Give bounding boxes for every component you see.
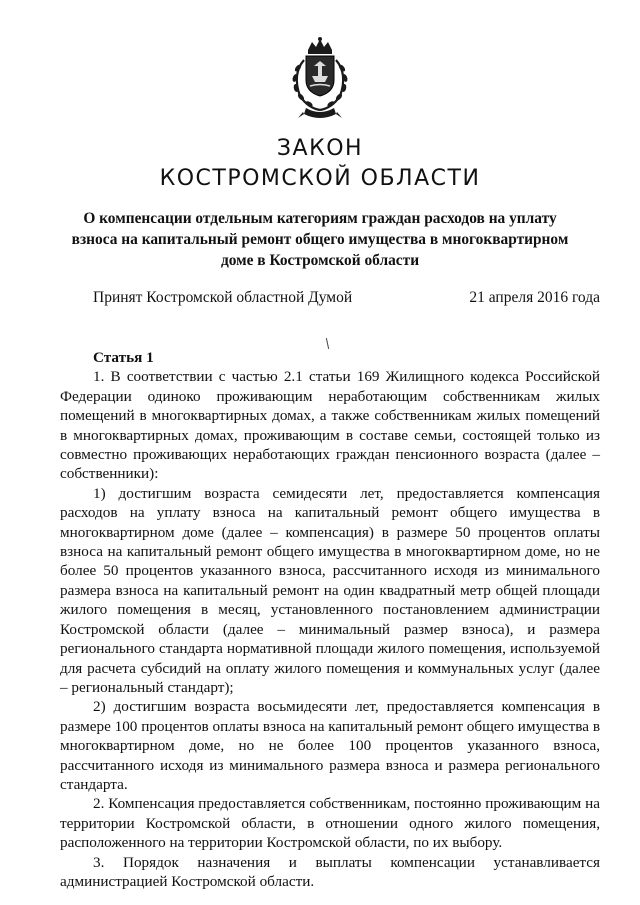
- paragraph-1-item-1: 1) достигшим возраста семидесяти лет, предоставляется компенсация расходов на уплату взноса на капитальный ремонт общего имущества в многоквартирном доме (далее – компенсация) в размере 50 процентов оплаты взноса на капитальный ремонт общего имущества в многоквартирном доме, но не более 50 процентов указанного взноса, рассчитанного исходя из минимального размера взноса на капитальный ремонт на один квадратный метр общей площади жилого помещения в месяц, установленного постановлением администрации Костромской области (далее – минимальный размер взноса), и размера регионального стандарта нормативной площади жилого помещения, используемой для расчета субсидий на оплату жилого помещения и коммунальных услуг (далее – региональный стандарт);: [60, 484, 600, 696]
- adopted-date-text: 21 апреля 2016 года: [469, 289, 600, 306]
- paragraph-2: 2. Компенсация предоставляется собственникам, постоянно проживающим на территории Костромской области, в отношении одного жилого помещения, расположенного на территории Костромской области, по их выбору.: [60, 795, 600, 852]
- article-heading: Статья 1: [93, 349, 154, 366]
- law-subject-heading: О компенсации отдельным категориям граждан расходов на уплату взноса на капитальный ремонт общего имущества в многоквартирном доме в Костромской области: [71, 210, 569, 269]
- law-region-title: КОСТРОМСКОЙ ОБЛАСТИ: [159, 166, 481, 191]
- paragraph-3: 3. Порядок назначения и выплаты компенсации устанавливается администрацией Костромской области.: [60, 853, 600, 890]
- document-body: [60, 348, 600, 891]
- law-title: ЗАКОН: [276, 136, 364, 161]
- adopted-by-text: Принят Костромской областной Думой: [93, 289, 353, 306]
- coat-of-arms-emblem: [270, 36, 370, 122]
- paragraph-1-item-2: 2) достигшим возраста восьмидесяти лет, предоставляется компенсация в размере 100 процентов оплаты взноса на капитальный ремонт общего имущества в многоквартирном доме, но не более 100 процентов указанного взноса, рассчитанного исходя из минимального размера взноса и размера регионального стандарта.: [60, 698, 600, 793]
- paragraph-1: 1. В соответствии с частью 2.1 статьи 169 Жилищного кодекса Российской Федерации одиноко проживающим неработающим собственникам жилых помещений в многоквартирных домах, а также собственникам жилых помещений в многоквартирных домах, проживающим в составе семьи, состоящей только из совместно проживающих неработающих граждан пенсионного возраста (далее – собственники):: [60, 368, 600, 483]
